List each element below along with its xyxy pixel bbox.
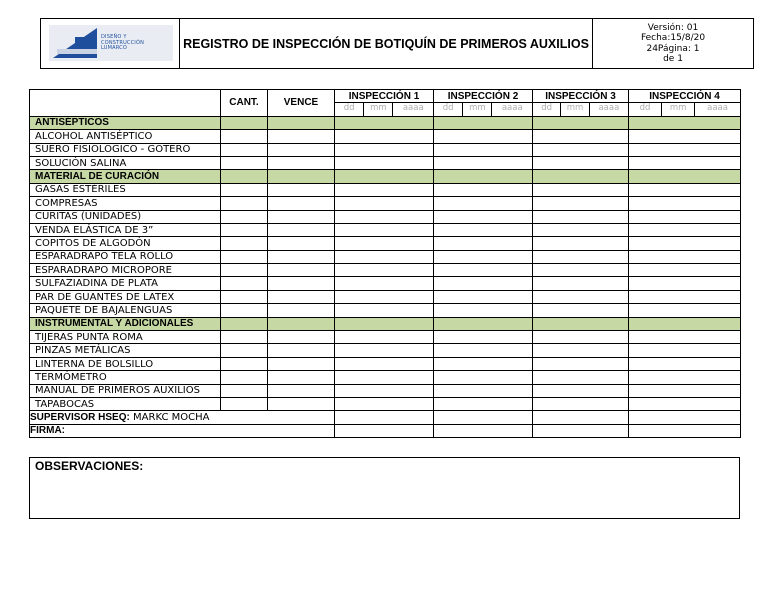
section-cell [335,317,434,330]
insp-3-cell[interactable] [533,304,629,317]
item-row [30,130,741,143]
section-cell [434,116,533,129]
insp-1-cell[interactable] [335,331,434,344]
firma-cell [30,424,335,437]
insp-2-cell[interactable] [434,210,533,223]
vence-cell[interactable] [268,331,335,344]
insp-3-cell[interactable] [533,143,629,156]
cant-cell[interactable] [221,210,268,223]
vence-cell[interactable] [268,290,335,303]
item-label: SOLUCIÓN SALINA [30,156,221,169]
insp-2-cell[interactable] [434,143,533,156]
insp-4-cell[interactable] [629,344,741,357]
item-row [30,250,741,263]
insp-3-cell[interactable] [533,237,629,250]
vence-cell[interactable] [268,397,335,410]
cant-cell[interactable] [221,250,268,263]
insp-2-cell[interactable] [434,344,533,357]
insp-4-cell[interactable] [629,357,741,370]
section-cell [335,170,434,183]
section-row [30,317,741,330]
observaciones-label: OBSERVACIONES: [35,459,144,473]
insp-1-cell[interactable] [335,277,434,290]
insp-2-cell[interactable] [434,250,533,263]
insp-4-cell[interactable] [629,197,741,210]
item-label: COMPRESAS [30,197,221,210]
insp-3-cell[interactable] [533,344,629,357]
insp-3-cell[interactable] [533,290,629,303]
item-label: SUERO FISIOLÓGICO - GOTERO [30,143,221,156]
insp-4-cell[interactable] [629,143,741,156]
vence-cell[interactable] [268,371,335,384]
logo-text: DISEÑO Y CONSTRUCCIÓN LUMARCO [101,34,145,51]
insp-3-cell[interactable] [533,277,629,290]
item-row [30,277,741,290]
insp-2-cell[interactable] [434,264,533,277]
insp-4-cell[interactable] [629,304,741,317]
insp-3-cell[interactable] [533,264,629,277]
vence-cell[interactable] [268,237,335,250]
insp-3-cell[interactable] [533,156,629,169]
date-part-label: mm [662,103,695,115]
inspection-table [29,89,741,438]
vence-cell[interactable] [268,130,335,143]
vence-header: VENCE [268,90,335,117]
insp-1-cell[interactable] [335,130,434,143]
insp-4-cell[interactable] [629,183,741,196]
supervisor-insp-1[interactable] [335,411,434,424]
item-row [30,264,741,277]
item-label: ESPARADRAPO MICROPORE [30,264,221,277]
inspeccion-2-header: INSPECCIÓN 2 [434,90,533,103]
insp-4-cell[interactable] [629,277,741,290]
document-title: REGISTRO DE INSPECCIÓN DE BOTIQUÍN DE PRIMEROS AUXILIOS [180,19,593,68]
insp-1-cell[interactable] [335,371,434,384]
item-label: TAPABOCAS [30,397,221,410]
vence-cell[interactable] [268,143,335,156]
inspeccion-3-date-fields [533,103,629,116]
pagina-label: 24Página: 1 [646,43,700,54]
insp-4-cell[interactable] [629,130,741,143]
insp-3-cell[interactable] [533,371,629,384]
cant-cell[interactable] [221,384,268,397]
firma-insp-2[interactable] [434,424,533,437]
section-cell [533,317,629,330]
logo-cell [41,19,180,68]
supervisor-insp-4[interactable] [629,411,741,424]
insp-2-cell[interactable] [434,357,533,370]
inspeccion-2-date-fields [434,103,533,116]
version-info [593,19,753,68]
item-label: MANUAL DE PRIMEROS AUXILIOS [30,384,221,397]
insp-4-cell[interactable] [629,331,741,344]
insp-3-cell[interactable] [533,331,629,344]
insp-1-cell[interactable] [335,210,434,223]
vence-cell[interactable] [268,264,335,277]
fecha-label: Fecha:15/8/20 [640,33,706,43]
date-part-label: dd [434,103,463,115]
inspeccion-1-date-fields [335,103,434,116]
cant-cell[interactable] [221,183,268,196]
cant-cell[interactable] [221,143,268,156]
section-cell [268,170,335,183]
insp-2-cell[interactable] [434,156,533,169]
insp-3-cell[interactable] [533,384,629,397]
cant-cell[interactable] [221,197,268,210]
item-label: ESPARADRAPO TELA ROLLO [30,250,221,263]
cant-cell[interactable] [221,223,268,236]
section-cell [221,317,268,330]
item-row [30,304,741,317]
date-part-label: mm [561,103,589,115]
item-row [30,156,741,169]
inspeccion-1-header: INSPECCIÓN 1 [335,90,434,103]
insp-3-cell[interactable] [533,397,629,410]
date-part-label: dd [335,103,364,115]
section-cell [533,170,629,183]
section-cell [335,116,434,129]
insp-1-cell[interactable] [335,197,434,210]
vence-cell[interactable] [268,304,335,317]
insp-4-cell[interactable] [629,371,741,384]
item-label: GASAS ESTÉRILES [30,183,221,196]
insp-1-cell[interactable] [335,143,434,156]
supervisor-insp-2[interactable] [434,411,533,424]
vence-cell[interactable] [268,197,335,210]
vence-cell[interactable] [268,250,335,263]
insp-1-cell[interactable] [335,264,434,277]
insp-3-cell[interactable] [533,357,629,370]
insp-2-cell[interactable] [434,384,533,397]
insp-2-cell[interactable] [434,130,533,143]
pagina-de-label: de 1 [663,54,683,64]
insp-2-cell[interactable] [434,183,533,196]
cant-cell[interactable] [221,130,268,143]
insp-4-cell[interactable] [629,156,741,169]
vence-cell[interactable] [268,357,335,370]
section-cell [629,317,741,330]
cant-cell[interactable] [221,344,268,357]
insp-2-cell[interactable] [434,237,533,250]
date-part-label: dd [629,103,662,115]
firma-insp-4[interactable] [629,424,741,437]
cant-cell[interactable] [221,156,268,169]
supervisor-insp-3[interactable] [533,411,629,424]
insp-1-cell[interactable] [335,223,434,236]
cant-cell[interactable] [221,357,268,370]
item-label: COPITOS DE ALGODÓN [30,237,221,250]
section-cell [533,116,629,129]
insp-3-cell[interactable] [533,130,629,143]
insp-3-cell[interactable] [533,210,629,223]
date-part-label: mm [364,103,393,115]
cant-cell[interactable] [221,277,268,290]
supervisor-cell [30,411,335,424]
vence-cell[interactable] [268,210,335,223]
vence-cell[interactable] [268,156,335,169]
version-label: Versión: 01 [647,22,699,33]
item-label: TERMÓMETRO [30,371,221,384]
item-row [30,290,741,303]
date-part-label: aaaa [402,103,424,114]
supervisor-label: SUPERVISOR HSEQ: [30,412,130,424]
section-cell [434,317,533,330]
item-label: TIJERAS PUNTA ROMA [30,331,221,344]
date-part-label: dd [533,103,561,115]
cant-cell[interactable] [221,397,268,410]
insp-1-cell[interactable] [335,237,434,250]
section-cell [268,317,335,330]
logo-block-shape [75,37,97,58]
item-label: SULFAZIADINA DE PLATA [30,277,221,290]
cant-cell[interactable] [221,331,268,344]
section-cell [221,170,268,183]
insp-3-cell[interactable] [533,250,629,263]
vence-cell[interactable] [268,277,335,290]
cant-cell[interactable] [221,290,268,303]
item-label: VENDA ELÁSTICA DE 3” [30,223,221,236]
item-row [30,210,741,223]
cant-header: CANT. [221,90,268,117]
insp-4-cell[interactable] [629,237,741,250]
item-label: PAQUETE DE BAJALENGUAS [30,304,221,317]
section-title: ANTISÉPTICOS [30,116,221,129]
section-cell [434,170,533,183]
firma-insp-1[interactable] [335,424,434,437]
firma-label: FIRMA: [30,425,65,437]
insp-4-cell[interactable] [629,250,741,263]
insp-4-cell[interactable] [629,290,741,303]
insp-4-cell[interactable] [629,384,741,397]
item-row [30,223,741,236]
date-part-label: mm [463,103,492,115]
insp-1-cell[interactable] [335,304,434,317]
date-part-label: aaaa [501,103,523,114]
item-row [30,371,741,384]
section-cell [221,116,268,129]
item-label: ALCOHOL ANTISÉPTICO [30,130,221,143]
supervisor-name: MARKC MOCHA [133,412,210,424]
insp-2-cell[interactable] [434,223,533,236]
section-cell [629,116,741,129]
insp-2-cell[interactable] [434,197,533,210]
insp-1-cell[interactable] [335,397,434,410]
insp-2-cell[interactable] [434,290,533,303]
insp-1-cell[interactable] [335,344,434,357]
insp-4-cell[interactable] [629,210,741,223]
observaciones-box[interactable] [29,457,740,519]
vence-cell[interactable] [268,223,335,236]
section-title: INSTRUMENTAL Y ADICIONALES [30,317,221,330]
vence-cell[interactable] [268,183,335,196]
insp-2-cell[interactable] [434,304,533,317]
insp-1-cell[interactable] [335,384,434,397]
insp-1-cell[interactable] [335,183,434,196]
inspeccion-4-date-fields [629,103,741,116]
inspeccion-3-header: INSPECCIÓN 3 [533,90,629,103]
date-part-label: aaaa [707,103,728,114]
insp-2-cell[interactable] [434,371,533,384]
document-header [40,18,754,69]
cant-cell[interactable] [221,237,268,250]
item-row [30,331,741,344]
item-row [30,183,741,196]
date-part-label: aaaa [598,103,620,114]
item-label: PINZAS METÁLICAS [30,344,221,357]
insp-3-cell[interactable] [533,183,629,196]
insp-3-cell[interactable] [533,197,629,210]
cant-cell[interactable] [221,264,268,277]
section-row [30,170,741,183]
insp-2-cell[interactable] [434,277,533,290]
insp-1-cell[interactable] [335,156,434,169]
item-row [30,237,741,250]
item-row [30,197,741,210]
insp-4-cell[interactable] [629,264,741,277]
inspeccion-4-header: INSPECCIÓN 4 [629,90,741,103]
item-label: CURITAS (UNIDADES) [30,210,221,223]
company-logo [49,25,173,61]
insp-1-cell[interactable] [335,250,434,263]
insp-1-cell[interactable] [335,357,434,370]
firma-insp-3[interactable] [533,424,629,437]
item-row [30,344,741,357]
section-cell [629,170,741,183]
section-row [30,116,741,129]
logo-bar-shape [57,49,97,54]
insp-2-cell[interactable] [434,331,533,344]
item-label: PAR DE GUANTES DE LATEX [30,290,221,303]
item-row [30,357,741,370]
section-title: MATERIAL DE CURACIÓN [30,170,221,183]
insp-3-cell[interactable] [533,223,629,236]
item-label: LINTERNA DE BOLSILLO [30,357,221,370]
item-row [30,143,741,156]
cant-cell[interactable] [221,371,268,384]
insp-1-cell[interactable] [335,290,434,303]
section-cell [268,116,335,129]
cant-cell[interactable] [221,304,268,317]
vence-cell[interactable] [268,344,335,357]
item-row [30,384,741,397]
insp-4-cell[interactable] [629,397,741,410]
item-header-cell [30,90,221,117]
item-row [30,397,741,410]
insp-4-cell[interactable] [629,223,741,236]
insp-2-cell[interactable] [434,397,533,410]
vence-cell[interactable] [268,384,335,397]
